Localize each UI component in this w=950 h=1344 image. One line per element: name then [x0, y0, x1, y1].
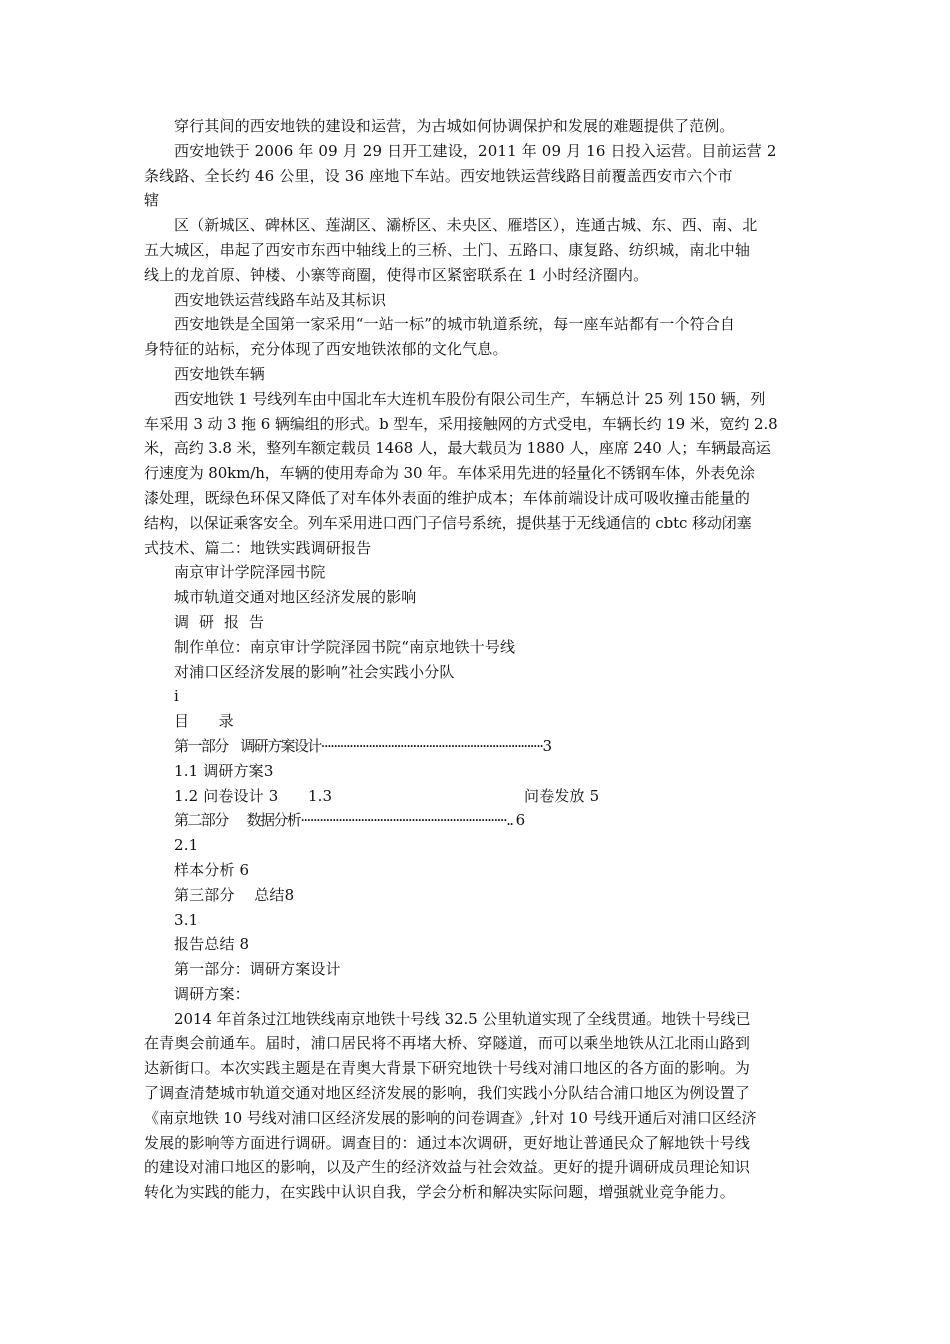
report-producer: 对浦口区经济发展的影响”社会实践小分队 — [174, 662, 455, 681]
document-page — [144, 114, 824, 1205]
text-line: 发展的影响等方面进行调研。调查目的：通过本次调研，更好地让普通民众了解地铁十号线 — [144, 1133, 751, 1152]
section-heading: 调研方案： — [174, 984, 250, 1003]
text-line: 米，高约 3.8 米，整列车额定载员 1468 人，最大载员为 1880 人，座席 240 人；车辆最高运 — [144, 439, 771, 458]
toc-entry: 第三部分 总结8 — [174, 885, 295, 904]
toc-entry: 样本分析 6 — [174, 860, 250, 879]
report-institution: 南京审计学院泽园书院 — [174, 563, 326, 582]
text-line: 辖 — [144, 191, 160, 210]
page-marker: i — [174, 687, 179, 706]
report-producer: 制作单位：南京审计学院泽园书院“南京地铁十号线 — [174, 637, 516, 656]
text-line: 漆处理，既绿色环保又降低了对车体外表面的维护成本；车体前端设计成可吸收撞击能量的 — [144, 488, 751, 507]
toc-entry: 报告总结 8 — [174, 935, 250, 954]
section-heading: 第一部分：调研方案设计 — [174, 960, 341, 979]
toc-entry: 1.1 调研方案3 — [174, 761, 274, 780]
text-line: 转化为实践的能力，在实践中认识自我，学会分析和解决实际问题，增强就业竞争能力。 — [144, 1183, 735, 1202]
toc-entry: 第二部分 数据分析·································································.. 6 — [174, 811, 524, 830]
text-line: 2014 年首条过江地铁线南京地铁十号线 32.5 公里轨道实现了全线贯通。地铁十号线已 — [174, 1009, 751, 1028]
toc-entry: 1.2 问卷设计 3 1.3 问卷发放 5 — [174, 786, 600, 805]
section-heading: 西安地铁运营线路车站及其标识 — [174, 290, 387, 309]
toc-entry: 第一部分 调研方案设计······································································3 — [174, 736, 551, 755]
toc-heading: 目 录 — [174, 712, 234, 731]
text-line: 西安地铁于 2006 年 09 月 29 日开工建设，2011 年 09 月 16 日投入运营。目前运营 2 — [174, 141, 777, 160]
text-line: 西安地铁 1 号线列车由中国北车大连机车股份有限公司生产，车辆总计 25 列 150 辆，列 — [174, 389, 766, 408]
text-line: 《南京地铁 10 号线对浦口区经济发展的影响的问卷调查》,针对 10 号线开通后对浦口区经济 — [144, 1108, 757, 1127]
report-title: 城市轨道交通对地区经济发展的影响 — [174, 588, 417, 607]
text-line: 身特征的站标，充分体现了西安地铁浓郁的文化气息。 — [144, 340, 508, 359]
text-line: 穿行其间的西安地铁的建设和运营，为古城如何协调保护和发展的难题提供了范例。 — [174, 117, 735, 135]
toc-entry: 2.1 — [174, 836, 199, 855]
text-line: 行速度为 80km/h，车辆的使用寿命为 30 年。车体采用先进的轻量化不锈钢车体，外表免涂 — [144, 464, 755, 483]
text-line: 式技术、篇二：地铁实践调研报告 — [144, 538, 372, 557]
text-line: 结构，以保证乘客安全。列车采用进口西门子信号系统，提供基于无线通信的 cbtc 移动闭塞 — [144, 513, 752, 532]
text-line: 的建设对浦口地区的影响，以及产生的经济效益与社会效益。更好的提升调研成员理论知识 — [144, 1158, 751, 1177]
text-line: 条线路、全长约 46 公里，设 36 座地下车站。西安地铁运营线路目前覆盖西安市六个市 — [144, 166, 733, 185]
text-line: 线上的龙首原、钟楼、小寨等商圈，使得市区紧密联系在 1 小时经济圈内。 — [144, 265, 649, 284]
section-heading: 西安地铁车辆 — [174, 364, 265, 383]
text-line: 五大城区，串起了西安市东西中轴线上的三桥、土门、五路口、康复路、纺织城，南北中轴 — [144, 240, 751, 259]
report-subtitle: 调 研 报 告 — [174, 612, 265, 631]
text-line: 了调查清楚城市轨道交通对地区经济发展的影响，我们实践小分队结合浦口地区为例设置了 — [144, 1084, 751, 1103]
toc-entry: 3.1 — [174, 910, 199, 929]
text-line: 西安地铁是全国第一家采用“一站一标”的城市轨道系统，每一座车站都有一个符合自 — [174, 315, 736, 334]
text-line: 达新街口。本次实践主题是在青奥大背景下研究地铁十号线对浦口地区的各方面的影响。为 — [144, 1059, 751, 1078]
text-line: 区（新城区、碑林区、莲湖区、灞桥区、未央区、雁塔区），连通古城、东、西、南、北 — [174, 216, 758, 235]
text-line: 在青奥会前通车。届时，浦口居民将不再堵大桥、穿隧道，而可以乘坐地铁从江北雨山路到 — [144, 1034, 751, 1053]
text-line: 车采用 3 动 3 拖 6 辆编组的形式。b 型车，采用接触网的方式受电，车辆长约 19 米，宽约 2.8 — [144, 414, 778, 433]
